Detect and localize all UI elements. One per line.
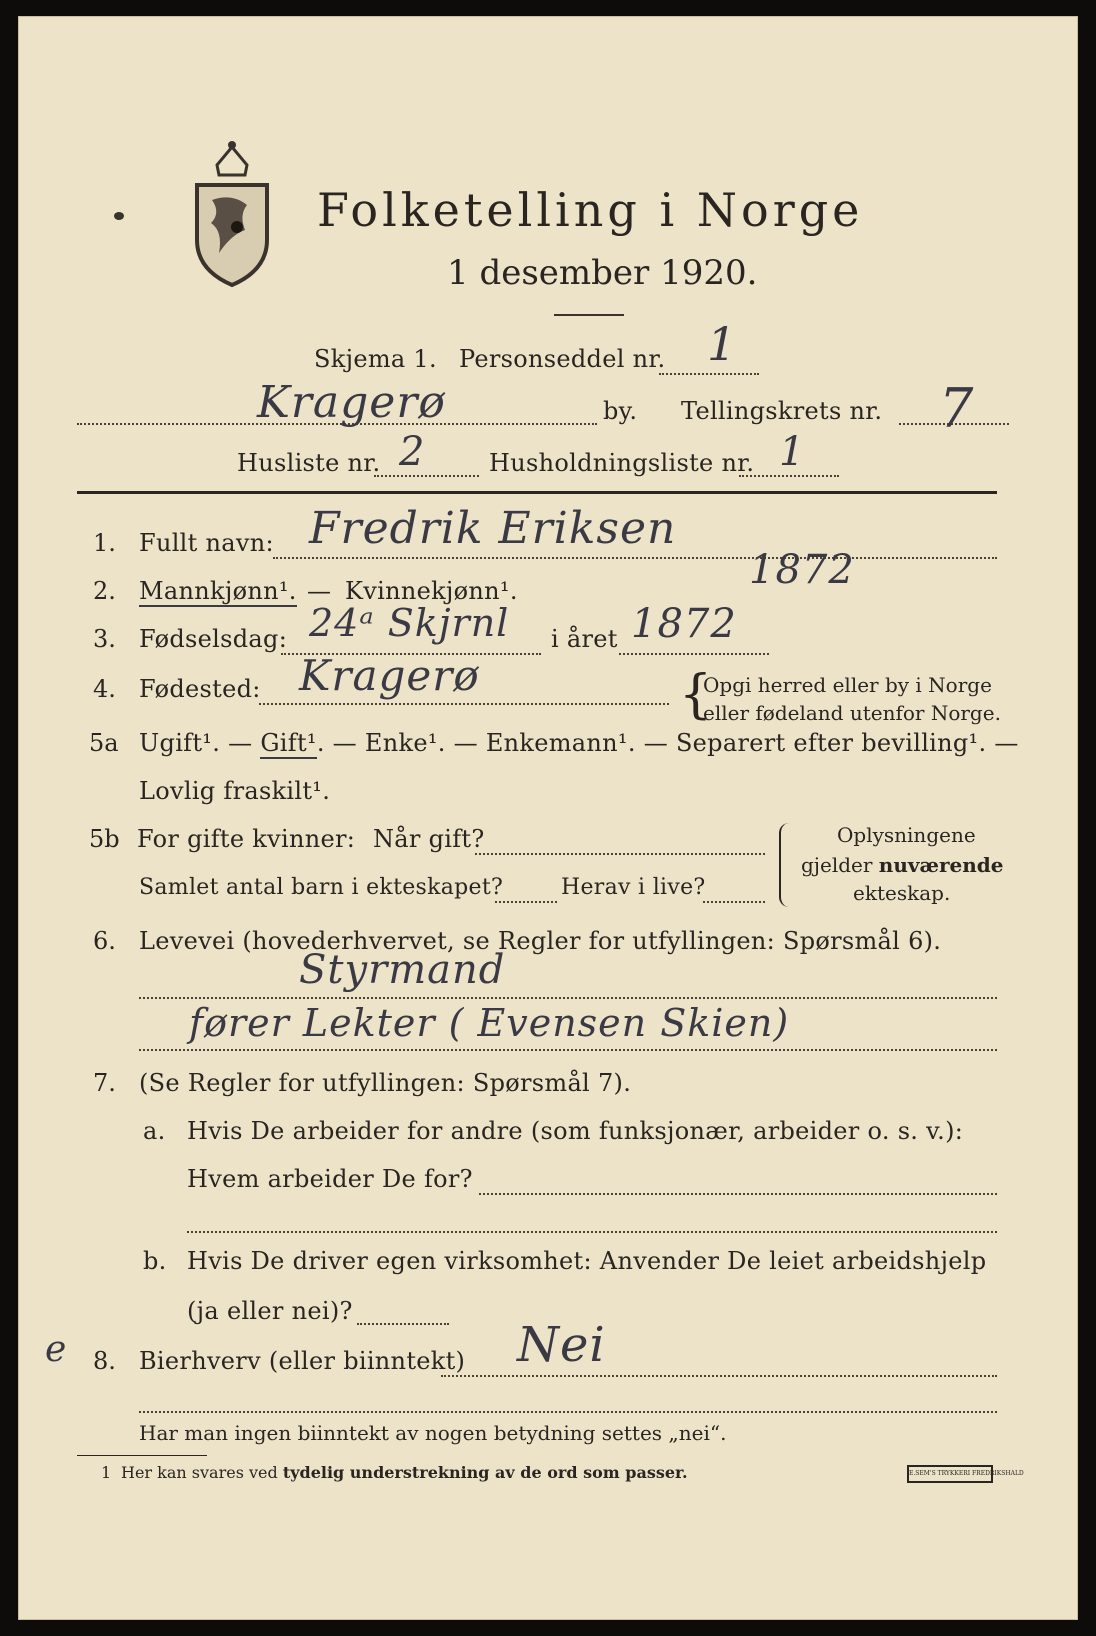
q6-handwritten-line2: fører Lekter ( Evensen Skien) xyxy=(189,1001,790,1045)
husholdningsliste-handwritten: 1 xyxy=(779,429,806,475)
by-handwritten: Kragerø xyxy=(257,377,446,428)
q5b-naar-label: Når gift? xyxy=(373,825,485,853)
q8-line2 xyxy=(139,1411,997,1413)
q5b-samlet-label: Samlet antal barn i ekteskapet? xyxy=(139,875,504,900)
q5b-naar-line xyxy=(475,853,765,855)
q5b-herav-label: Herav i live? xyxy=(561,875,706,900)
husliste-line xyxy=(374,475,479,477)
q5b-note-line3: ekteskap. xyxy=(853,881,951,905)
q7b-letter: b. xyxy=(143,1247,167,1275)
footnote-text-bold: tydelig understrekning av de ord som passer. xyxy=(282,1463,688,1482)
q8-handwritten: Nei xyxy=(517,1317,606,1373)
q7-number: 7. xyxy=(93,1069,116,1097)
tellingskrets-handwritten: 7 xyxy=(939,377,975,440)
printer-stamp: E.SEM'S TRYKKERI FREDRIKSHALD xyxy=(907,1465,993,1483)
q3-number: 3. xyxy=(93,625,116,653)
q2-dash: — xyxy=(307,577,332,605)
q7b-question: (ja eller nei)? xyxy=(187,1297,353,1325)
by-label: by. xyxy=(603,397,638,425)
q8-margin-mark: e xyxy=(45,1329,68,1370)
q4-number: 4. xyxy=(93,675,116,703)
personseddel-label: Personseddel nr. xyxy=(459,345,666,373)
q2-mann: Mannkjønn¹. xyxy=(139,577,297,605)
q3-label: Fødselsdag: xyxy=(139,625,288,653)
census-date: 1 desember 1920. xyxy=(447,253,758,293)
title-rule xyxy=(554,314,624,316)
footnote-text-plain: Her kan svares ved xyxy=(121,1463,283,1482)
q8-number: 8. xyxy=(93,1347,116,1375)
q2-margin-year: 1872 xyxy=(749,547,855,593)
q5b-note-bold: nuværende xyxy=(878,853,1004,877)
header-divider xyxy=(77,491,997,494)
q5a-number: 5a xyxy=(89,729,119,757)
q4-label: Fødested: xyxy=(139,675,261,703)
q7b-line xyxy=(357,1323,449,1325)
q5b-herav-line xyxy=(703,901,765,903)
q5a-rest: . — Enke¹. — Enkemann¹. — Separert efter bevilling¹. — xyxy=(316,729,1019,757)
footer-note: Har man ingen biinntekt av nogen betydning settes „nei“. xyxy=(139,1421,727,1445)
q5b-label: For gifte kvinner: xyxy=(137,825,356,853)
form-title: Folketelling i Norge xyxy=(317,183,864,237)
q5a-line2: Lovlig fraskilt¹. xyxy=(139,777,331,805)
q5b-number: 5b xyxy=(89,825,120,853)
footnote-rule xyxy=(77,1455,207,1456)
footnote-text xyxy=(121,1463,688,1482)
q1-label: Fullt navn: xyxy=(139,529,274,557)
q3-year-line xyxy=(619,653,769,655)
q7a-text: Hvis De arbeider for andre (som funksjonær, arbeider o. s. v.): xyxy=(187,1117,964,1145)
personseddel-line xyxy=(659,373,759,375)
husliste-label: Husliste nr. xyxy=(237,449,381,477)
skjema-label: Skjema 1. xyxy=(314,345,437,373)
q6-line2 xyxy=(139,1049,997,1051)
q7a-question: Hvem arbeider De for? xyxy=(187,1165,473,1193)
q6-label: Levevei (hovederhvervet, se Regler for utfyllingen: Spørsmål 6). xyxy=(139,927,942,955)
q7a-line1 xyxy=(479,1193,997,1195)
margin-dot-mark xyxy=(114,212,124,220)
q7a-letter: a. xyxy=(143,1117,166,1145)
q2-number: 2. xyxy=(93,577,116,605)
q5b-note-bracket xyxy=(779,823,789,907)
coat-of-arms-icon xyxy=(187,135,277,287)
q8-label: Bierhverv (eller biinntekt) xyxy=(139,1347,466,1375)
q4-brace: { xyxy=(679,665,713,725)
q3-handwritten-year: 1872 xyxy=(631,601,737,647)
personseddel-handwritten: 1 xyxy=(707,317,738,371)
q2-kvinne: Kvinnekjønn¹. xyxy=(345,577,518,605)
q8-line1 xyxy=(441,1375,997,1377)
husholdningsliste-line xyxy=(739,475,839,477)
q3-aaret-label: i året xyxy=(551,625,618,653)
q7-label: (Se Regler for utfyllingen: Spørsmål 7). xyxy=(139,1069,632,1097)
q5b-note-gjelder: gjelder xyxy=(801,853,879,877)
tellingskrets-label: Tellingskrets nr. xyxy=(681,397,883,425)
q4-handwritten-place: Kragerø xyxy=(299,651,480,700)
q6-handwritten-line1: Styrmand xyxy=(299,947,506,993)
q5a-line1 xyxy=(139,729,1019,757)
q5b-note-line1: Oplysningene xyxy=(837,823,976,847)
q4-line xyxy=(259,703,669,705)
q3-handwritten-day: 24ᵃ Skjrnl xyxy=(309,601,510,645)
q5a-gift: Gift¹ xyxy=(260,729,317,757)
q6-line1 xyxy=(139,997,997,999)
q5a-ugift: Ugift¹. — xyxy=(139,729,261,757)
q1-number: 1. xyxy=(93,529,116,557)
q1-line xyxy=(273,557,997,559)
q7a-line2 xyxy=(187,1231,997,1233)
husholdningsliste-label: Husholdningsliste nr. xyxy=(489,449,755,477)
q4-note-line2: eller fødeland utenfor Norge. xyxy=(703,701,1001,725)
q5b-note-line2 xyxy=(801,853,1004,877)
q4-note-line1: Opgi herred eller by i Norge xyxy=(703,673,992,697)
q1-handwritten-name: Fredrik Eriksen xyxy=(309,503,677,554)
census-form-page xyxy=(18,16,1078,1620)
husliste-handwritten: 2 xyxy=(399,429,426,475)
q7b-text: Hvis De driver egen virksomhet: Anvender De leiet arbeidshjelp xyxy=(187,1247,987,1275)
footnote-number: 1 xyxy=(101,1463,112,1482)
q6-number: 6. xyxy=(93,927,116,955)
q5b-samlet-line xyxy=(495,901,557,903)
